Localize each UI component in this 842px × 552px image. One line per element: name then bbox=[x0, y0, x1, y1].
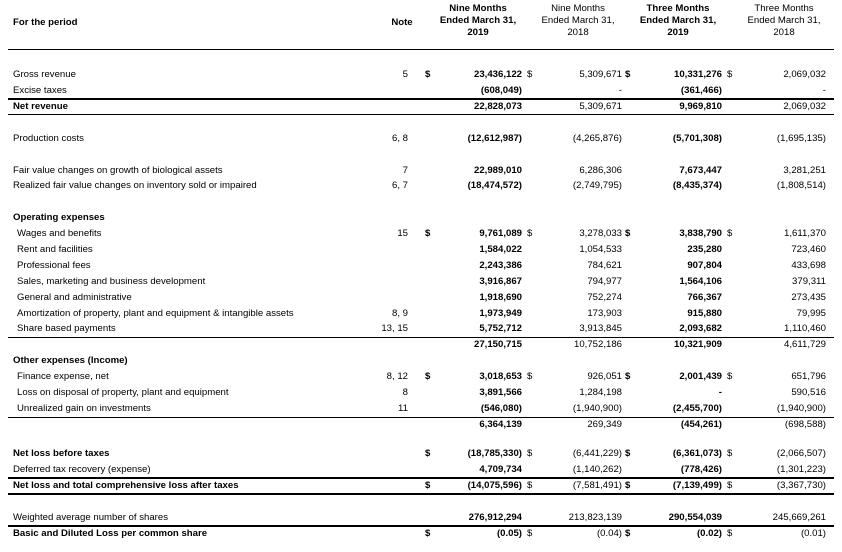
total-row bbox=[0, 479, 842, 493]
col-header-line: 2018 bbox=[567, 27, 589, 38]
row-note: 8, 9 bbox=[391, 308, 408, 319]
value-three-2019: 290,554,039 bbox=[668, 512, 722, 523]
value-three-2018: 651,796 bbox=[791, 371, 826, 382]
section-heading-row bbox=[0, 354, 842, 368]
value-three-2018: (1,808,514) bbox=[776, 180, 826, 191]
period-heading: For the period bbox=[13, 17, 78, 28]
col-header-line: 2018 bbox=[773, 27, 795, 38]
currency-symbol: $ bbox=[527, 528, 533, 539]
value-nine-2019: 22,828,073 bbox=[473, 101, 522, 112]
currency-symbol: $ bbox=[527, 480, 533, 491]
value-three-2018: (3,367,730) bbox=[776, 480, 826, 491]
value-nine-2018: 269,349 bbox=[587, 419, 622, 430]
row-label: Finance expense, net bbox=[17, 371, 109, 382]
value-nine-2018: 6,286,306 bbox=[579, 165, 622, 176]
value-nine-2018: 3,278,033 bbox=[579, 228, 622, 239]
value-nine-2019: (608,049) bbox=[480, 85, 522, 96]
value-three-2019: 9,969,810 bbox=[679, 101, 722, 112]
value-nine-2018: 752,274 bbox=[587, 292, 622, 303]
value-three-2018: (1,695,135) bbox=[776, 133, 826, 144]
row-label: Loss on disposal of property, plant and equipment bbox=[17, 387, 229, 398]
value-nine-2018: 794,977 bbox=[587, 276, 622, 287]
value-nine-2019: 23,436,122 bbox=[473, 69, 522, 80]
value-three-2019: (6,361,073) bbox=[672, 448, 722, 459]
value-nine-2018: 10,752,186 bbox=[573, 339, 622, 350]
currency-symbol: $ bbox=[727, 480, 733, 491]
value-three-2018: - bbox=[822, 85, 826, 96]
value-three-2019: - bbox=[718, 387, 722, 398]
value-nine-2019: (14,075,596) bbox=[467, 480, 522, 491]
row-note: 15 bbox=[397, 228, 408, 239]
currency-symbol: $ bbox=[425, 228, 431, 239]
value-nine-2019: 6,364,139 bbox=[479, 419, 522, 430]
table-row bbox=[0, 447, 842, 461]
column-header-three-months-2019 bbox=[630, 3, 726, 39]
value-three-2019: 915,880 bbox=[687, 308, 722, 319]
value-three-2018: 590,516 bbox=[791, 387, 826, 398]
table-row bbox=[0, 227, 842, 241]
value-nine-2019: 5,752,712 bbox=[479, 323, 522, 334]
currency-symbol: $ bbox=[625, 528, 631, 539]
value-three-2018: 273,435 bbox=[791, 292, 826, 303]
value-nine-2019: (0.05) bbox=[496, 528, 522, 539]
value-nine-2019: 27,150,715 bbox=[473, 339, 522, 350]
value-nine-2018: 926,051 bbox=[587, 371, 622, 382]
currency-symbol: $ bbox=[727, 528, 733, 539]
row-label: Deferred tax recovery (expense) bbox=[13, 464, 151, 475]
row-label: General and administrative bbox=[17, 292, 132, 303]
table-row bbox=[0, 307, 842, 321]
row-label: Rent and facilities bbox=[17, 244, 93, 255]
subtotal-row bbox=[0, 418, 842, 432]
value-three-2019: (361,466) bbox=[680, 85, 722, 96]
value-nine-2018: (1,140,262) bbox=[572, 464, 622, 475]
col-header-line: Ended March 31, bbox=[639, 15, 717, 26]
table-row bbox=[0, 179, 842, 193]
total-rule bbox=[8, 493, 834, 495]
row-label: Gross revenue bbox=[13, 69, 76, 80]
column-header-nine-months-2019 bbox=[430, 3, 526, 39]
table-row bbox=[0, 84, 842, 98]
value-three-2019: (8,435,374) bbox=[672, 180, 722, 191]
value-three-2019: 235,280 bbox=[687, 244, 722, 255]
value-three-2019: 10,331,276 bbox=[673, 69, 722, 80]
currency-symbol: $ bbox=[625, 448, 631, 459]
value-nine-2019: 2,243,386 bbox=[479, 260, 522, 271]
value-nine-2019: (12,612,987) bbox=[467, 133, 522, 144]
value-three-2018: (0.01) bbox=[800, 528, 826, 539]
currency-symbol: $ bbox=[727, 371, 733, 382]
currency-symbol: $ bbox=[425, 528, 431, 539]
value-three-2019: 2,093,682 bbox=[679, 323, 722, 334]
section-heading: Operating expenses bbox=[13, 212, 105, 223]
row-label: Professional fees bbox=[17, 260, 91, 271]
table-row bbox=[0, 291, 842, 305]
value-nine-2019: 9,761,089 bbox=[479, 228, 522, 239]
value-three-2018: 3,281,251 bbox=[783, 165, 826, 176]
currency-symbol: $ bbox=[727, 448, 733, 459]
row-note: 11 bbox=[398, 403, 408, 414]
currency-symbol: $ bbox=[625, 371, 631, 382]
col-header-line: Three Months bbox=[754, 3, 814, 14]
value-three-2019: (454,261) bbox=[680, 419, 722, 430]
value-nine-2018: (2,749,795) bbox=[572, 180, 622, 191]
value-nine-2019: 1,918,690 bbox=[479, 292, 522, 303]
value-three-2018: (698,588) bbox=[784, 419, 826, 430]
value-three-2019: (7,139,499) bbox=[672, 480, 722, 491]
col-header-line: 2019 bbox=[467, 27, 489, 38]
value-three-2019: (5,701,308) bbox=[672, 133, 722, 144]
table-row bbox=[0, 243, 842, 257]
currency-symbol: $ bbox=[527, 371, 533, 382]
value-nine-2019: (18,785,330) bbox=[467, 448, 522, 459]
col-header-line: 2019 bbox=[667, 27, 689, 38]
value-three-2018: (1,301,223) bbox=[776, 464, 826, 475]
table-row bbox=[0, 511, 842, 525]
value-three-2018: 2,069,032 bbox=[783, 101, 826, 112]
col-header-line: Ended March 31, bbox=[747, 15, 821, 26]
table-row bbox=[0, 322, 842, 336]
currency-symbol: $ bbox=[625, 69, 631, 80]
currency-symbol: $ bbox=[527, 69, 533, 80]
row-note: 6, 8 bbox=[391, 133, 408, 144]
value-three-2018: (1,940,900) bbox=[776, 403, 826, 414]
value-three-2019: (778,426) bbox=[680, 464, 722, 475]
table-row bbox=[0, 259, 842, 273]
value-nine-2018: (0.04) bbox=[596, 528, 622, 539]
note-heading: Note bbox=[391, 17, 413, 28]
table-row bbox=[0, 100, 842, 114]
value-nine-2019: (18,474,572) bbox=[467, 180, 522, 191]
table-row bbox=[0, 463, 842, 477]
col-header-line: Ended March 31, bbox=[439, 15, 517, 26]
row-note: 6, 7 bbox=[391, 180, 408, 191]
table-row bbox=[0, 275, 842, 289]
col-header-line: Nine Months bbox=[551, 3, 605, 14]
table-row bbox=[0, 132, 842, 146]
row-label: Net revenue bbox=[13, 101, 68, 112]
value-nine-2018: 173,903 bbox=[587, 308, 622, 319]
currency-symbol: $ bbox=[425, 480, 431, 491]
table-row bbox=[0, 68, 842, 82]
currency-symbol: $ bbox=[625, 228, 631, 239]
value-three-2018: (2,066,507) bbox=[776, 448, 826, 459]
value-three-2018: 433,698 bbox=[791, 260, 826, 271]
table-header bbox=[0, 0, 842, 52]
row-label: Excise taxes bbox=[13, 85, 67, 96]
row-label: Net loss before taxes bbox=[13, 448, 110, 459]
row-label: Basic and Diluted Loss per common share bbox=[13, 528, 208, 539]
currency-symbol: $ bbox=[425, 371, 431, 382]
currency-symbol: $ bbox=[425, 448, 431, 459]
row-label: Sales, marketing and business development bbox=[17, 276, 206, 287]
subtotal-row bbox=[0, 338, 842, 352]
value-nine-2018: 1,054,533 bbox=[579, 244, 622, 255]
table-row bbox=[0, 402, 842, 416]
col-header-line: Ended March 31, bbox=[541, 15, 615, 26]
value-three-2018: 79,995 bbox=[796, 308, 826, 319]
currency-symbol: $ bbox=[727, 228, 733, 239]
value-three-2019: (2,455,700) bbox=[672, 403, 722, 414]
table-row bbox=[0, 386, 842, 400]
value-nine-2019: 3,916,867 bbox=[479, 276, 522, 287]
value-nine-2018: (1,940,900) bbox=[572, 403, 622, 414]
column-header-nine-months-2018 bbox=[530, 3, 626, 39]
value-three-2019: 2,001,439 bbox=[679, 371, 722, 382]
value-three-2019: 3,838,790 bbox=[679, 228, 722, 239]
row-label: Weighted average number of shares bbox=[13, 512, 169, 523]
currency-symbol: $ bbox=[527, 228, 533, 239]
value-three-2018: 1,110,460 bbox=[784, 323, 826, 334]
table-row bbox=[0, 370, 842, 384]
col-header-line: Three Months bbox=[646, 3, 710, 14]
value-nine-2018: 1,284,198 bbox=[579, 387, 622, 398]
value-three-2018: 4,611,729 bbox=[784, 339, 826, 350]
value-three-2019: 907,804 bbox=[687, 260, 722, 271]
currency-symbol: $ bbox=[625, 480, 631, 491]
value-three-2019: (0.02) bbox=[696, 528, 722, 539]
value-nine-2018: (7,581,491) bbox=[572, 480, 622, 491]
value-nine-2018: 784,621 bbox=[587, 260, 622, 271]
header-rule bbox=[8, 49, 834, 50]
section-heading: Other expenses (Income) bbox=[13, 355, 128, 366]
row-label: Share based payments bbox=[17, 323, 116, 334]
table-row bbox=[0, 527, 842, 541]
row-label: Unrealized gain on investments bbox=[17, 403, 151, 414]
table-row bbox=[0, 164, 842, 178]
value-nine-2018: (4,265,876) bbox=[572, 133, 622, 144]
row-note: 5 bbox=[402, 69, 408, 80]
value-three-2019: 7,673,447 bbox=[679, 165, 722, 176]
row-label: Fair value changes on growth of biological assets bbox=[13, 165, 223, 176]
value-nine-2018: 213,823,139 bbox=[568, 512, 622, 523]
value-three-2018: 723,460 bbox=[791, 244, 826, 255]
value-nine-2018: (6,441,229) bbox=[572, 448, 622, 459]
row-note: 8, 12 bbox=[386, 371, 408, 382]
value-three-2019: 10,321,909 bbox=[673, 339, 722, 350]
row-note: 13, 15 bbox=[381, 323, 408, 334]
value-nine-2019: 4,709,734 bbox=[479, 464, 522, 475]
value-three-2018: 379,311 bbox=[792, 276, 826, 287]
value-three-2019: 766,367 bbox=[687, 292, 722, 303]
value-nine-2019: (546,080) bbox=[480, 403, 522, 414]
value-nine-2019: 1,584,022 bbox=[479, 244, 522, 255]
currency-symbol: $ bbox=[425, 69, 431, 80]
row-label: Production costs bbox=[13, 133, 84, 144]
column-header-three-months-2018 bbox=[732, 3, 836, 39]
value-nine-2018: 3,913,845 bbox=[579, 323, 622, 334]
value-nine-2019: 22,989,010 bbox=[473, 165, 522, 176]
value-nine-2018: 5,309,671 bbox=[579, 69, 622, 80]
value-nine-2019: 3,891,566 bbox=[479, 387, 522, 398]
col-header-line: Nine Months bbox=[449, 3, 507, 14]
row-note: 8 bbox=[402, 387, 408, 398]
row-label: Net loss and total comprehensive loss after taxes bbox=[13, 480, 239, 491]
value-nine-2019: 3,018,653 bbox=[479, 371, 522, 382]
row-label: Realized fair value changes on inventory sold or impaired bbox=[13, 180, 257, 191]
section-heading-row bbox=[0, 211, 842, 225]
currency-symbol: $ bbox=[527, 448, 533, 459]
row-rule bbox=[8, 114, 834, 115]
currency-symbol: $ bbox=[727, 69, 733, 80]
value-three-2019: 1,564,106 bbox=[679, 276, 722, 287]
row-note: 7 bbox=[402, 165, 408, 176]
value-nine-2018: - bbox=[618, 85, 622, 96]
value-three-2018: 245,669,261 bbox=[772, 512, 826, 523]
value-nine-2018: 5,309,671 bbox=[579, 101, 622, 112]
value-nine-2019: 1,973,949 bbox=[479, 308, 522, 319]
value-three-2018: 1,611,370 bbox=[784, 228, 826, 239]
row-label: Wages and benefits bbox=[17, 228, 102, 239]
value-three-2018: 2,069,032 bbox=[783, 69, 826, 80]
row-label: Amortization of property, plant and equipment & intangible assets bbox=[17, 308, 294, 319]
value-nine-2019: 276,912,294 bbox=[468, 512, 522, 523]
